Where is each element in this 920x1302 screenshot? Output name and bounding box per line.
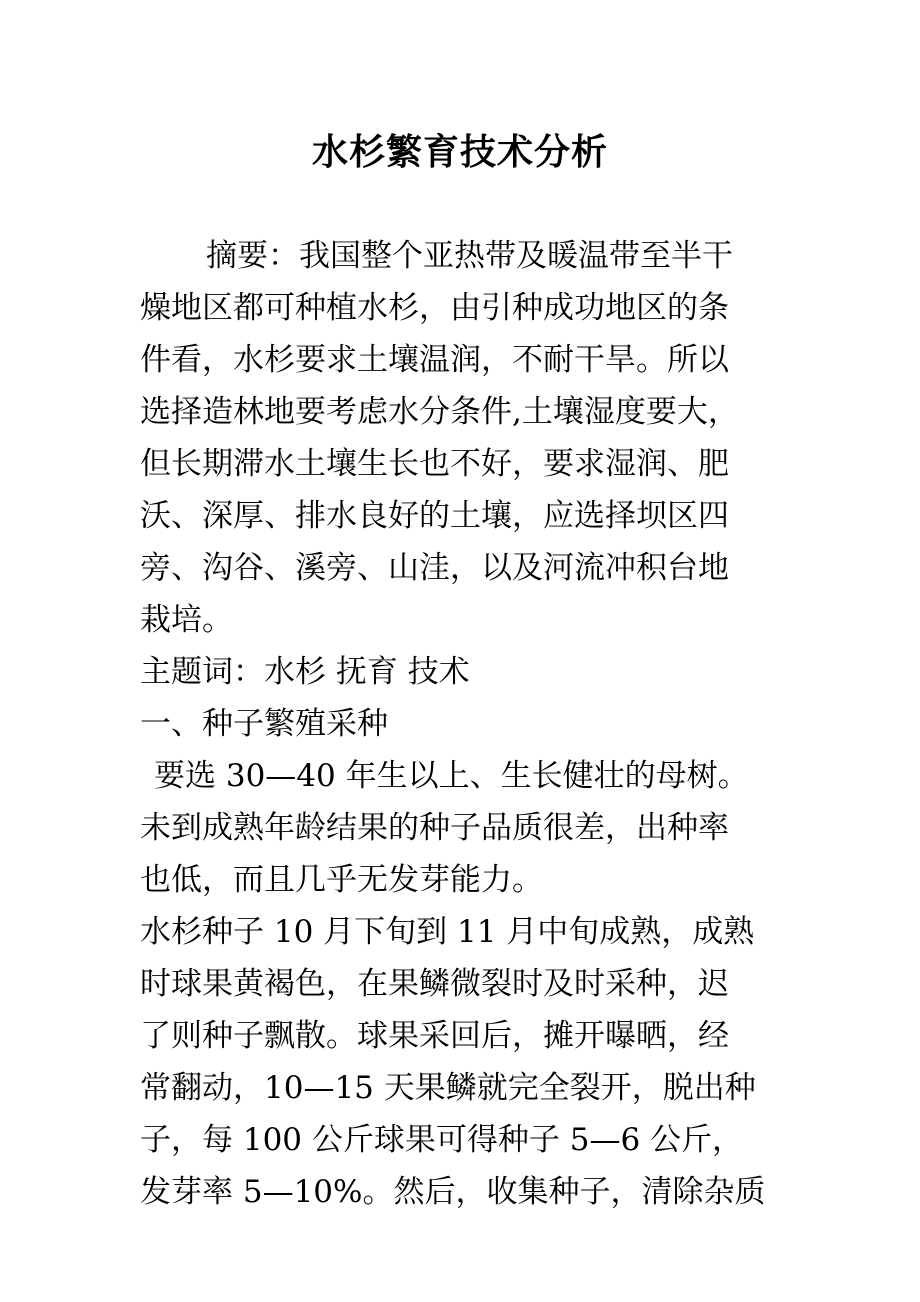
abstract-line: 但长期滞水土壤生长也不好，要求湿润、肥 <box>140 446 729 482</box>
abstract-line: 件看，水杉要求土壤温润，不耐干旱。所以 <box>140 342 729 378</box>
document-body <box>140 230 820 1218</box>
abstract-line: 沃、深厚、排水良好的土壤，应选择坝区四 <box>140 498 729 534</box>
abstract-line: 旁、沟谷、溪旁、山洼，以及河流冲积台地 <box>140 550 729 586</box>
paragraph-line: 时球果黄褐色，在果鳞微裂时及时采种，迟 <box>140 966 729 1002</box>
paragraph-line: 要选 30—40 年生以上、生长健壮的母树。 <box>154 758 749 794</box>
paragraph-line: 水杉种子 10 月下旬到 11 月中旬成熟，成熟 <box>140 914 755 950</box>
abstract-line: 摘要：我国整个亚热带及暖温带至半干 <box>206 238 733 274</box>
abstract-line: 选择造林地要考虑水分条件,土壤湿度要大， <box>140 394 739 430</box>
paragraph-line: 了则种子飘散。球果采回后，摊开曝晒，经 <box>140 1018 729 1054</box>
abstract-line: 栽培。 <box>140 602 233 638</box>
abstract-line: 燥地区都可种植水杉，由引种成功地区的条 <box>140 290 729 326</box>
paragraph-line: 发芽率 5—10%。然后，收集种子，清除杂质 <box>140 1174 766 1210</box>
section-heading: 一、种子繁殖采种 <box>140 706 388 742</box>
paragraph-line: 常翻动，10—15 天果鳞就完全裂开，脱出种 <box>140 1070 756 1106</box>
paragraph-line: 子，每 100 公斤球果可得种子 5—6 公斤， <box>140 1122 744 1158</box>
paragraph-line: 未到成熟年龄结果的种子品质很差，出种率 <box>140 810 729 846</box>
document-title: 水杉繁育技术分析 <box>311 131 608 173</box>
paragraph-line: 也低，而且几乎无发芽能力。 <box>140 862 543 898</box>
keywords-line: 主题词：水杉 抚育 技术 <box>140 654 470 690</box>
